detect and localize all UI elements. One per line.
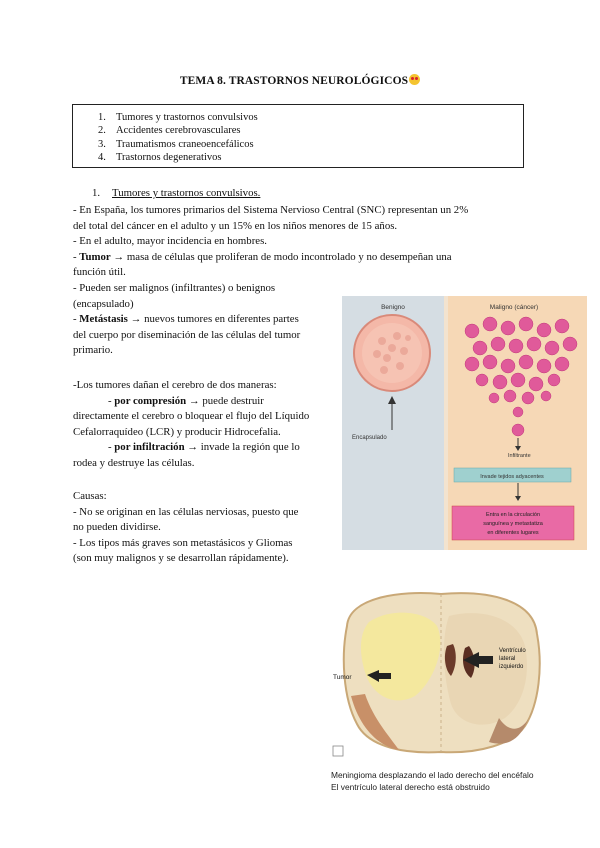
toc-item: 3. Traumatismos craneoencefálicos [98,138,254,150]
svg-text:lateral: lateral [499,656,516,662]
body-paragraphs-causes: Causas: - No se originan en las células nerviosas, puesto que no pueden dividirse. - Los tipos más graves son metastásicos y Gliomas (son muy malignos y se desarrollan rápidamente). [73,490,299,565]
label-infiltrant: Infiltrante [508,453,531,459]
svg-text:Entra en la circulación: Entra en la circulación [485,512,541,518]
svg-text:en diferentes lugares: en diferentes lugares [487,530,539,536]
label-encapsulated: Encapsulado [352,435,387,441]
figure-caption-line-2: El ventrículo lateral derecho está obstruido [331,782,490,792]
svg-text:izquierdo: izquierdo [499,664,524,670]
body-paragraphs-damage: -Los tumores dañan el cerebro de dos maneras: - por compresión → puede destruir directamente el cerebro o bloquear el flujo del Líquido Cefalorraquídeo (LCR) y producir Hidrocefalia. - por infiltración → invade la región que lo rodea y destruye las células. [73,379,310,469]
tumor-types-figure [342,296,587,550]
svg-text:Ventrículo: Ventrículo [499,648,526,654]
star-struck-emoji-icon [409,74,420,85]
page-title: TEMA 8. TRASTORNOS NEUROLÓGICOS [0,74,600,87]
section-heading: 1. Tumores y trastornos convulsivos. [92,187,261,199]
table-of-contents [72,104,524,168]
toc-item: 2. Accidentes cerebrovasculares [98,125,241,137]
brain-section-photo [329,586,552,768]
svg-text:sanguínea y metastatiza: sanguínea y metastatiza [483,521,543,527]
toc-item: 4. Trastornos degenerativos [98,152,222,164]
body-paragraphs-top: - En España, los tumores primarios del Sistema Nervioso Central (SNC) representan un 2% del total del cáncer en el adulto y un 15% en los niños menores de 15 años. - En el adulto, mayor incidencia en hombres. - Tumor → masa de células que proliferan de modo incontrolado y no desempeñan una función útil. - Pueden ser malignos (infiltrantes) o benignos (encapsulado) - Metástasis → nuevos tumores en diferentes partes del cuerpo por diseminación de las células del tumor primario. [73,204,469,357]
benign-title: Benigno [381,304,405,311]
malign-title: Maligno (cáncer) [489,304,539,311]
toc-item: 1. Tumores y trastornos convulsivos [98,112,258,123]
figure-caption-line-1: Meningioma desplazando el lado derecho del encéfalo [331,770,534,780]
label-invades: Invade tejidos adyacentes [480,474,544,480]
label-tumor: Tumor [333,674,352,681]
